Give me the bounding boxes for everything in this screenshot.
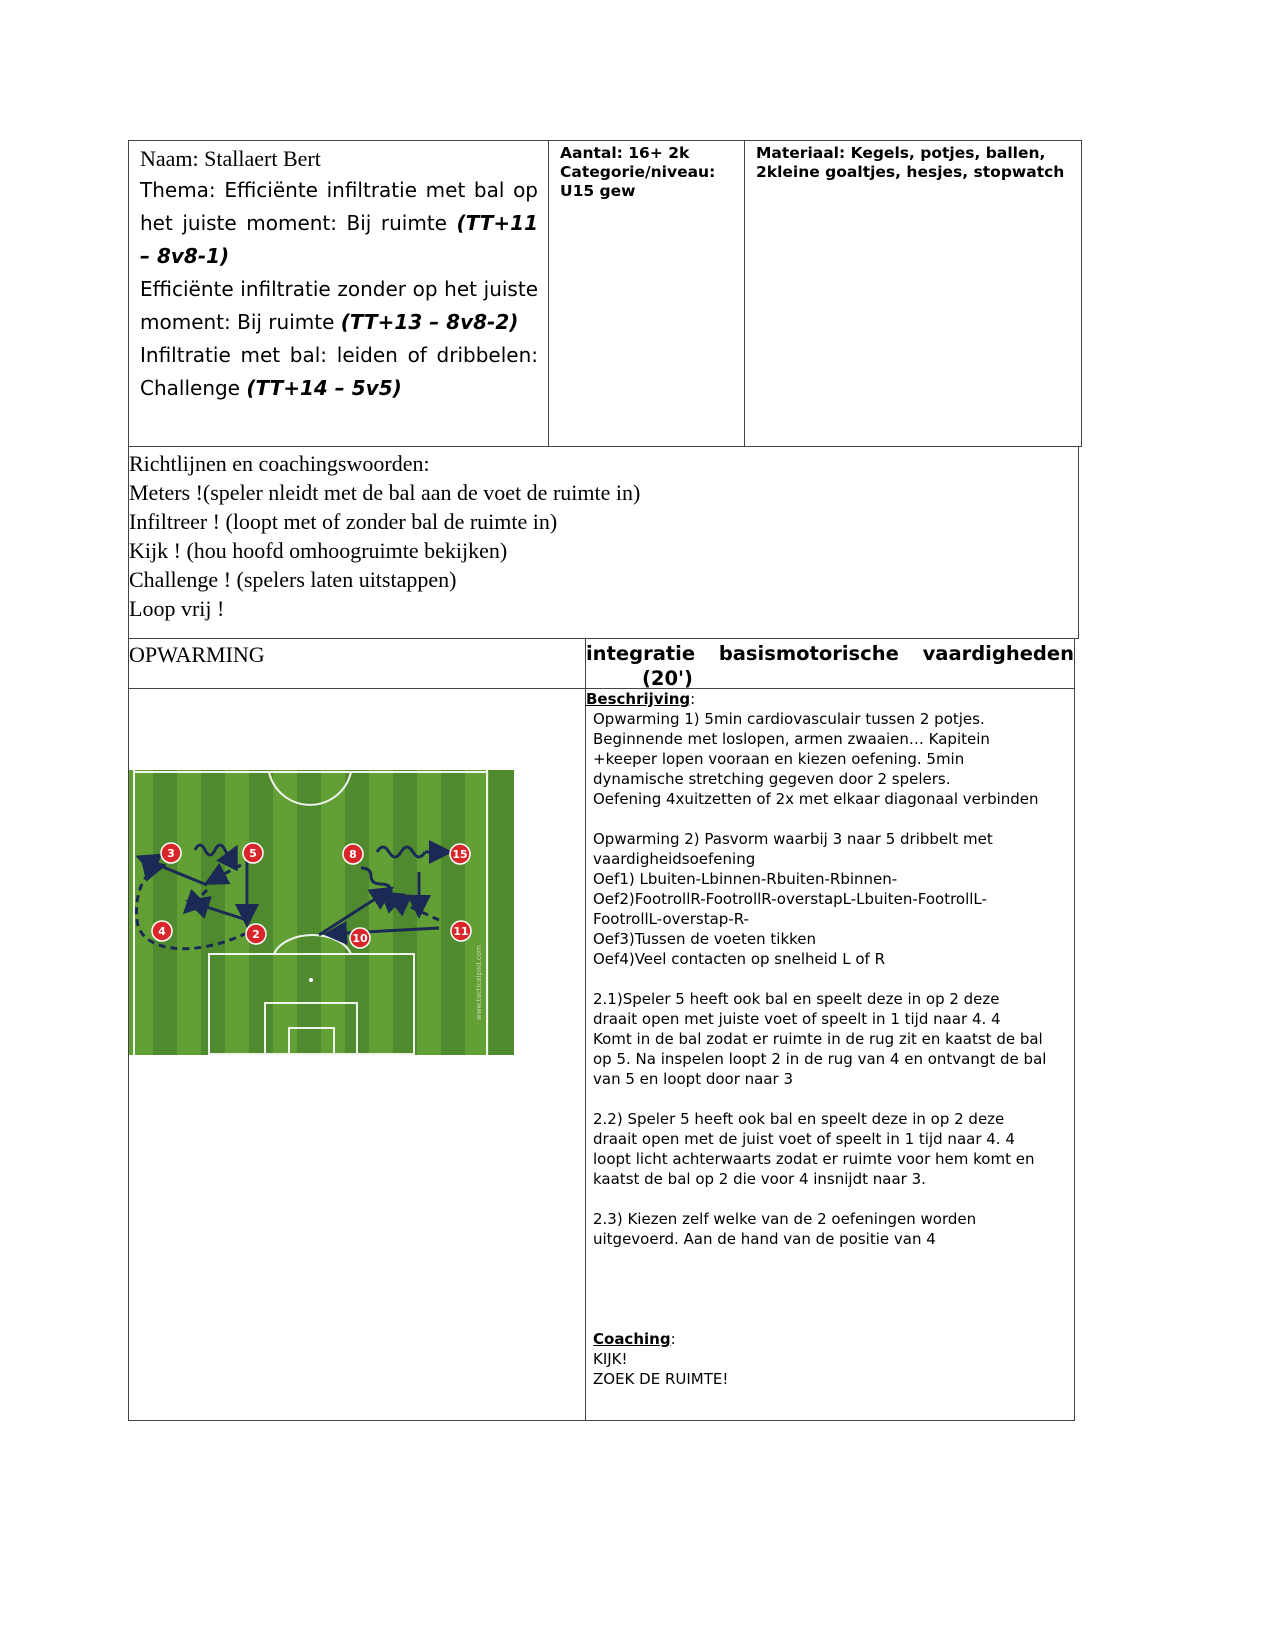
pitch-diagram xyxy=(129,770,514,1055)
integratie-label: integratie basismotorische vaardigheden xyxy=(586,642,1074,665)
header-cell-aantal xyxy=(548,140,745,447)
richtlijn-line: Challenge ! (spelers laten uitstappen) xyxy=(129,567,457,592)
niveau-label: U15 gew xyxy=(560,182,636,200)
player-8 xyxy=(343,844,363,864)
integratie-cell xyxy=(585,638,1075,689)
categorie-label: Categorie/niveau: xyxy=(560,163,716,181)
player-3 xyxy=(161,843,181,863)
thema-text xyxy=(140,174,538,405)
player-5 xyxy=(243,843,263,863)
svg-text:11: 11 xyxy=(453,925,469,938)
duur-label: (20') xyxy=(642,667,693,690)
svg-text:10: 10 xyxy=(352,932,368,945)
svg-text:2: 2 xyxy=(252,928,260,941)
beschrijving-p3: 2.1)Speler 5 heeft ook bal en speelt deze in op 2 deze draait open met juiste voet of speelt in 1 tijd naar 4. 4 Komt in de bal zodat er ruimte in de rug zit en kaatst de bal op 5. Na inspelen loopt 2 in de rug van 4 en ontvangt de bal van 5 en loopt door naar 3 xyxy=(593,990,1047,1088)
coaching-line: ZOEK DE RUIMTE! xyxy=(593,1370,729,1388)
beschrijving-p5: 2.3) Kiezen zelf welke van de 2 oefeningen worden uitgevoerd. Aan de hand van de positie van 4 xyxy=(593,1210,977,1248)
opwarming-title-cell xyxy=(128,638,586,689)
richtlijnen-title: Richtlijnen en coachingswoorden: xyxy=(129,451,430,476)
opwarming-title: OPWARMING xyxy=(129,642,265,667)
player-4 xyxy=(152,921,172,941)
beschrijving-heading: Beschrijving: xyxy=(586,690,696,708)
diagram-cell xyxy=(128,688,586,1421)
svg-text:15: 15 xyxy=(452,848,468,861)
svg-text:3: 3 xyxy=(167,847,175,860)
svg-text:8: 8 xyxy=(349,848,357,861)
player-15 xyxy=(450,844,470,864)
aantal-label: Aantal: 16+ 2k xyxy=(560,144,690,162)
materiaal-label: Materiaal: Kegels, potjes, ballen, 2kleine goaltjes, hesjes, stopwatch xyxy=(756,144,1065,181)
richtlijnen-section xyxy=(128,446,1079,639)
player-11 xyxy=(451,921,471,941)
richtlijn-line: Meters !(speler nleidt met de bal aan de voet de ruimte in) xyxy=(129,480,641,505)
header-cell-materiaal xyxy=(744,140,1082,447)
svg-text:4: 4 xyxy=(158,925,166,938)
beschrijving-p4: 2.2) Speler 5 heeft ook bal en speelt deze in op 2 deze draait open met de juist voet of speelt in 1 tijd naar 4. 4 loopt licht achterwaarts zodat er ruimte voor hem komt en kaatst de bal op 2 die voor 4 insnijdt naar 3. xyxy=(593,1110,1035,1188)
svg-text:5: 5 xyxy=(249,847,257,860)
richtlijn-line: Kijk ! (hou hoofd omhoogruimte bekijken) xyxy=(129,538,508,563)
richtlijn-line: Infiltreer ! (loopt met of zonder bal de ruimte in) xyxy=(129,509,558,534)
naam-label: Naam: Stallaert Bert xyxy=(140,146,321,171)
thema-line-2: Efficiënte infiltratie zonder op het juiste moment: Bij ruimte (TT+13 – 8v8-2) xyxy=(140,277,538,334)
beschrijving-p2: Opwarming 2) Pasvorm waarbij 3 naar 5 dribbelt met vaardigheidsoefening Oef1) Lbuiten-Lbinnen-Rbuiten-Rbinnen- Oef2)FootrollR-FootrollR-overstapL-Lbuiten-FootrollL- FootrollL-overstap-R- Oef3)Tussen de voeten tikken Oef4)Veel contacten op snelheid L of R xyxy=(593,830,993,968)
thema-line-1: Thema: Efficiënte infiltratie met bal op het juiste moment: Bij ruimte (TT+11 – 8v8-1) xyxy=(140,178,538,268)
header-cell-naam-thema xyxy=(128,140,549,447)
thema-line-3: Infiltratie met bal: leiden of dribbelen: Challenge (TT+14 – 5v5) xyxy=(140,343,538,400)
player-2 xyxy=(246,924,266,944)
coaching-line: KIJK! xyxy=(593,1350,628,1368)
richtlijn-line: Loop vrij ! xyxy=(129,596,225,621)
coaching-heading: Coaching: xyxy=(593,1330,676,1348)
beschrijving-p1: Opwarming 1) 5min cardiovasculair tussen 2 potjes. Beginnende met loslopen, armen zwaaien… Kapitein +keeper lopen vooraan en kiezen oefening. 5min dynamische stretching gegeven door 2 spelers. Oefening 4xuitzetten of 2x met elkaar diagonaal verbinden xyxy=(593,710,1039,808)
beschrijving-cell xyxy=(585,688,1075,1421)
player-10 xyxy=(350,928,370,948)
diagram-watermark: www.tacticalpad.com xyxy=(475,945,483,1020)
